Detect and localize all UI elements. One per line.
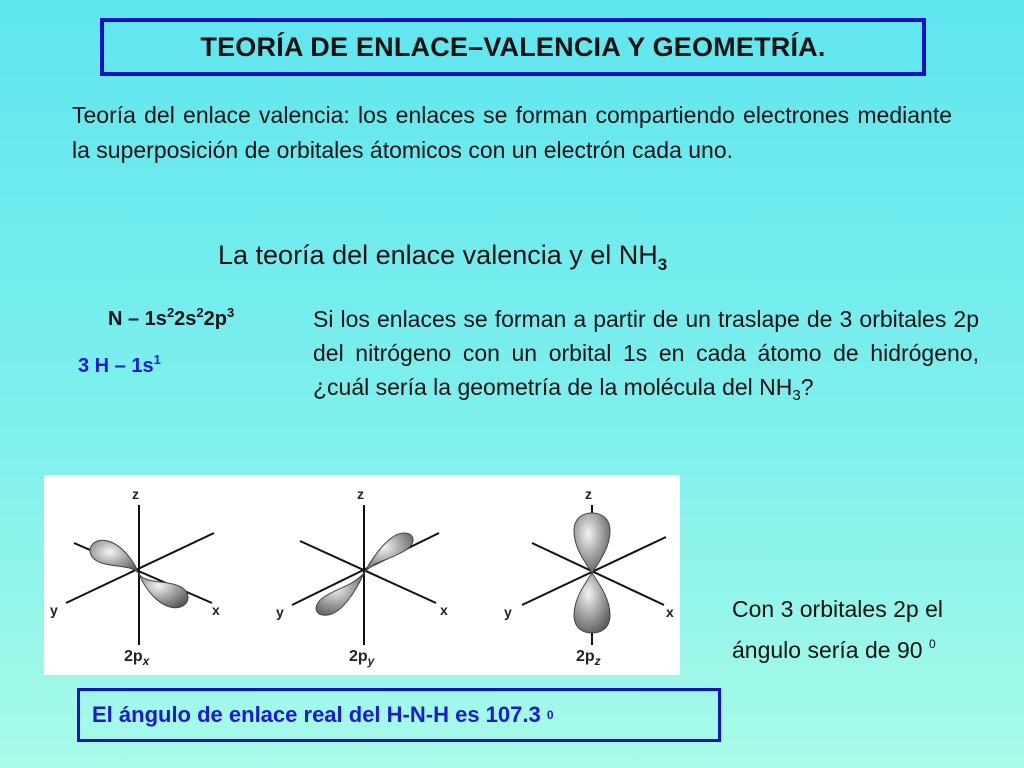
note-line-2-text: ángulo sería de 90 bbox=[732, 637, 923, 663]
intro-paragraph: Teoría del enlace valencia: los enlaces se forman compartiendo electrones mediante la superposición de orbitales átomicos con un electrón cada uno. bbox=[72, 102, 952, 163]
n-config-part: N – 1s bbox=[108, 308, 167, 330]
orbital-label-sub: y bbox=[367, 654, 375, 668]
orbital-label-main: 2p bbox=[124, 648, 143, 665]
orbital-label-sub: z bbox=[594, 654, 601, 668]
orbital-diagram bbox=[44, 475, 680, 675]
nitrogen-configuration bbox=[108, 305, 234, 331]
x-axis-line bbox=[300, 541, 436, 603]
note-degree: 0 bbox=[928, 637, 936, 651]
h-config-sup: 1 bbox=[153, 352, 161, 367]
orbital-lobe bbox=[364, 533, 413, 573]
note-line-2 bbox=[732, 627, 1012, 668]
axis-label-x: x bbox=[212, 602, 220, 618]
orbital-2px bbox=[50, 486, 220, 668]
orbital-label bbox=[124, 648, 151, 668]
h-config-part: 3 H – 1s bbox=[78, 355, 154, 377]
hydrogen-configuration bbox=[78, 352, 161, 378]
orbital-label-main: 2p bbox=[349, 648, 368, 665]
axis-label-x: x bbox=[666, 604, 674, 620]
orbital-diagram-panel bbox=[44, 475, 680, 675]
n-config-part: 2p bbox=[203, 308, 227, 330]
n-config-sup: 2 bbox=[166, 305, 175, 320]
subtitle-text: La teoría del enlace valencia y el NH bbox=[218, 240, 658, 270]
orbital-lobe bbox=[139, 574, 188, 608]
orbital-lobe bbox=[90, 540, 139, 574]
question-suffix: ? bbox=[800, 374, 814, 400]
real-angle-text: El ángulo de enlace real del H-N-H es 107.3 bbox=[92, 702, 541, 727]
real-angle-degree: 0 bbox=[546, 708, 554, 722]
axis-label-y: y bbox=[50, 602, 58, 618]
axis-label-x: x bbox=[440, 602, 448, 618]
axis-label-z: z bbox=[585, 486, 592, 502]
title-box bbox=[100, 18, 926, 76]
angle-note bbox=[732, 592, 1012, 668]
orbital-2py bbox=[276, 486, 448, 668]
section-subtitle bbox=[218, 240, 667, 275]
n-config-sup: 2 bbox=[196, 305, 204, 320]
question-paragraph bbox=[313, 302, 979, 413]
axis-label-z: z bbox=[357, 486, 364, 502]
n-config-part: 2s bbox=[174, 308, 197, 330]
orbital-lobe bbox=[316, 573, 364, 615]
real-angle-box bbox=[77, 688, 721, 742]
note-line-1: Con 3 orbitales 2p el bbox=[732, 596, 943, 622]
orbital-label-main: 2p bbox=[576, 648, 595, 665]
orbital-label bbox=[349, 648, 376, 668]
orbital-2pz bbox=[504, 486, 674, 668]
orbital-lobe bbox=[574, 513, 610, 573]
orbital-label-sub: x bbox=[142, 654, 150, 668]
axis-label-y: y bbox=[504, 604, 512, 620]
orbital-label bbox=[576, 648, 601, 668]
question-subscript: 3 bbox=[792, 387, 801, 404]
subtitle-subscript: 3 bbox=[657, 255, 668, 274]
axis-label-z: z bbox=[132, 486, 139, 502]
orbital-lobe bbox=[574, 573, 610, 633]
slide-title: TEORÍA DE ENLACE–VALENCIA Y GEOMETRÍA. bbox=[200, 31, 826, 62]
axis-label-y: y bbox=[276, 604, 284, 620]
n-config-sup: 3 bbox=[227, 305, 235, 320]
question-text: Si los enlaces se forman a partir de un traslape de 3 orbitales 2p del nitrógeno con un orbital 1s en cada átomo de hidrógeno, ¿cuál sería la geometría de la molécula del NH bbox=[313, 306, 979, 400]
